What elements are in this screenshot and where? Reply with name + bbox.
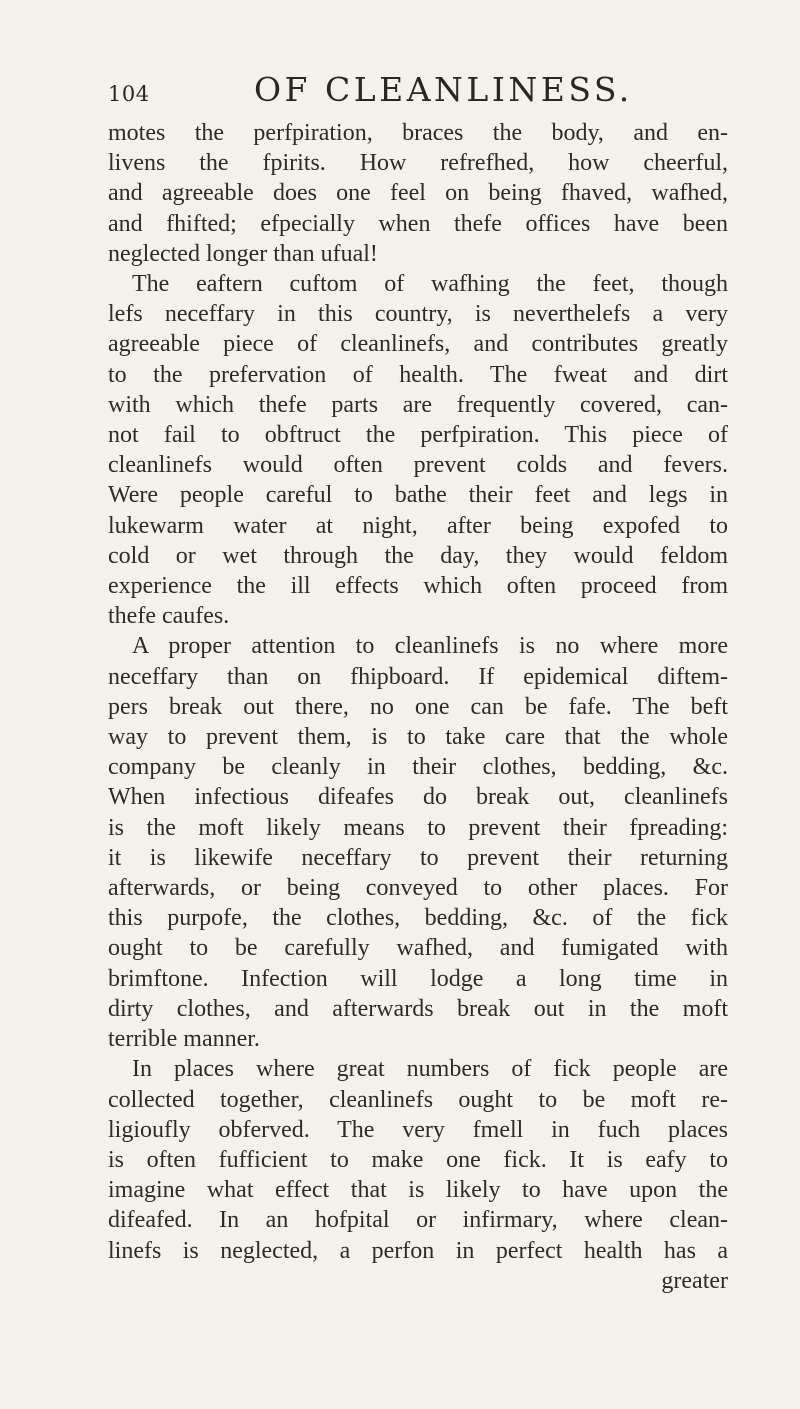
text-line: experience the ill effects which often proceed from [108, 573, 728, 600]
text-line: ought to be carefully wafhed, and fumigated with [108, 935, 728, 962]
page-number: 104 [108, 82, 150, 106]
text-line: lukewarm water at night, after being expofed to [108, 512, 728, 539]
text-line: The eaftern cuftom of wafhing the feet, though [132, 271, 728, 298]
text-line: difeafed. In an hofpital or infirmary, where clean- [108, 1207, 728, 1234]
text-line: linefs is neglected, a perfon in perfect health has a [108, 1237, 728, 1264]
text-line: company be cleanly in their clothes, bedding, &c. [108, 754, 728, 781]
text-line: lefs neceffary in this country, is neverthelefs a very [108, 301, 728, 328]
text-line: neglected longer than ufual! [108, 240, 378, 267]
text-line: with which thefe parts are frequently covered, can- [108, 391, 728, 418]
body-text [108, 118, 728, 1296]
text-line: A proper attention to cleanlinefs is no where more [132, 633, 728, 660]
text-line: to the prefervation of health. The fweat and dirt [108, 361, 728, 388]
catchword: greater [661, 1267, 728, 1294]
text-line: it is likewife neceffary to prevent their returning [108, 844, 728, 871]
text-line: and fhifted; efpecially when thefe offices have been [108, 210, 728, 237]
text-line: and agreeable does one feel on being fhaved, wafhed, [108, 180, 728, 207]
text-line: not fail to obftruct the perfpiration. This piece of [108, 422, 728, 449]
running-title: OF CLEANLINESS. [254, 70, 633, 109]
page-header [108, 70, 728, 112]
text-line: dirty clothes, and afterwards break out in the moft [108, 995, 728, 1022]
text-line: ligioufly obferved. The very fmell in fuch places [108, 1116, 728, 1143]
text-line: neceffary than on fhipboard. If epidemical diftem- [108, 663, 728, 690]
text-line: motes the perfpiration, braces the body, and en- [108, 120, 728, 146]
text-line: cold or wet through the day, they would feldom [108, 542, 728, 569]
text-line: In places where great numbers of fick people are [132, 1056, 728, 1083]
text-line: terrible manner. [108, 1026, 260, 1053]
text-line: is often fufficient to make one fick. It is eafy to [108, 1146, 728, 1173]
text-line: way to prevent them, is to take care that the whole [108, 724, 728, 751]
text-line: livens the fpirits. How refrefhed, how cheerful, [108, 150, 728, 177]
text-line: this purpofe, the clothes, bedding, &c. of the fick [108, 905, 728, 932]
text-line: When infectious difeafes do break out, cleanlinefs [108, 784, 728, 811]
text-line: agreeable piece of cleanlinefs, and contributes greatly [108, 331, 728, 358]
text-line: cleanlinefs would often prevent colds and fevers. [108, 452, 728, 479]
text-line: thefe caufes. [108, 603, 230, 630]
text-line: pers break out there, no one can be fafe. The beft [108, 693, 728, 720]
text-line: imagine what effect that is likely to have upon the [108, 1177, 728, 1204]
text-line: Were people careful to bathe their feet and legs in [108, 482, 728, 509]
text-line: collected together, cleanlinefs ought to be moft re- [108, 1086, 728, 1113]
text-line: brimftone. Infection will lodge a long time in [108, 965, 728, 992]
text-line: is the moft likely means to prevent their fpreading: [108, 814, 728, 841]
text-line: afterwards, or being conveyed to other places. For [108, 875, 728, 902]
